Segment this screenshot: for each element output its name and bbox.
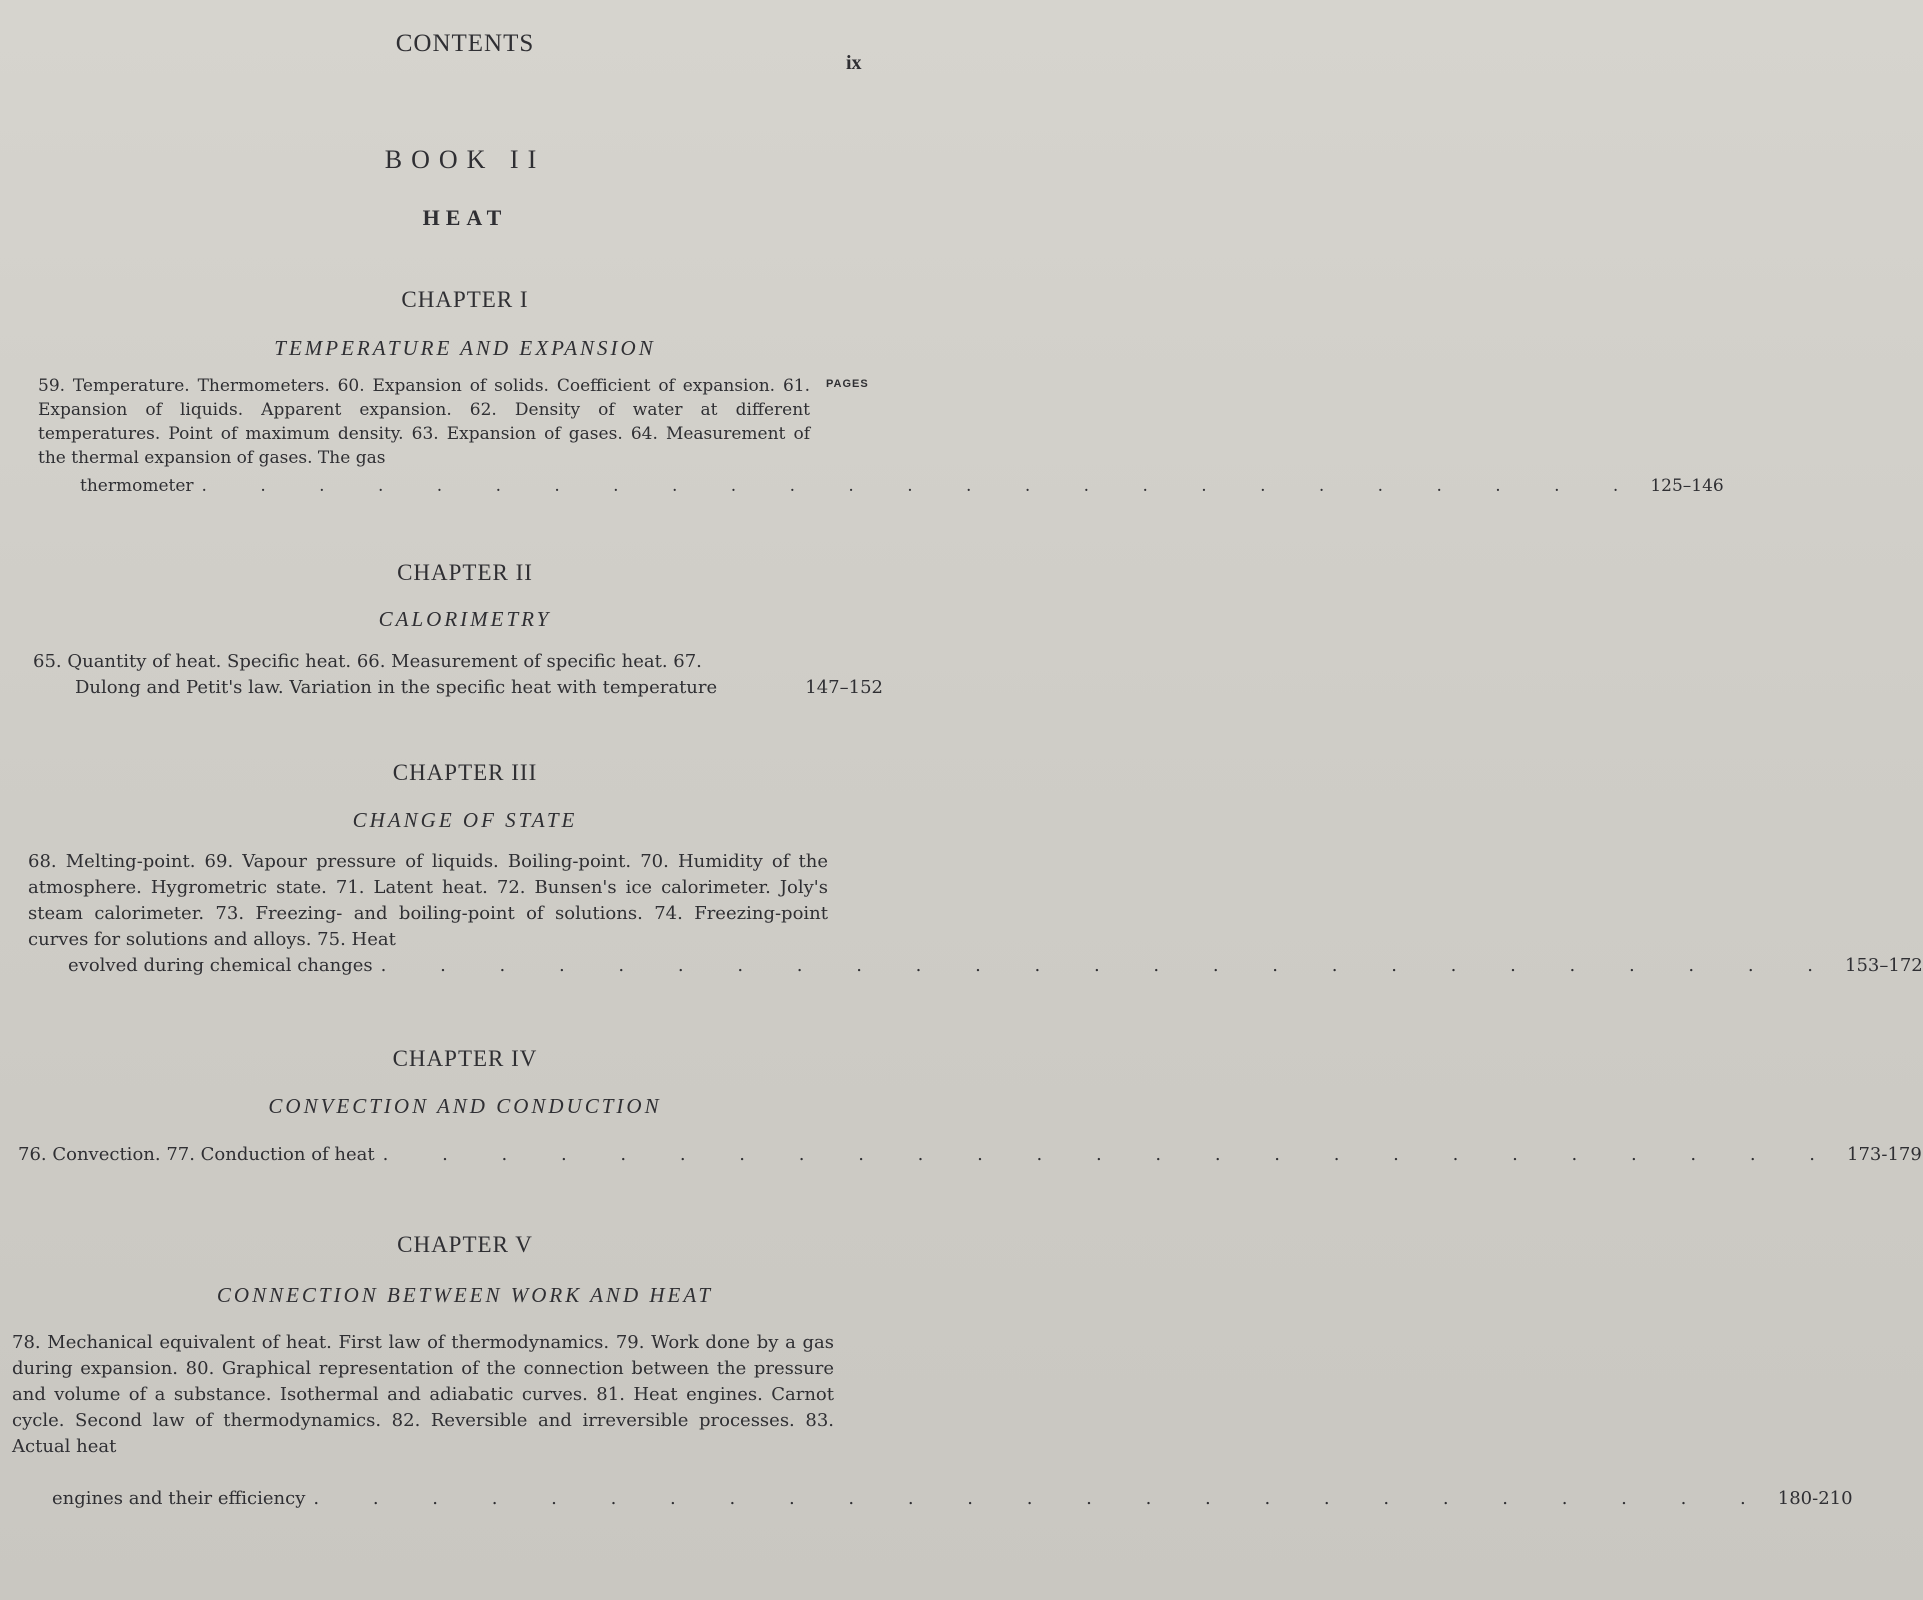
chapter-3-subtitle: CHANGE OF STATE <box>352 808 578 832</box>
book-title: BOOK II <box>384 145 546 174</box>
chapter-5-last-line: engines and their efficiency <box>52 1488 306 1509</box>
chapter-1-last-line: thermometer <box>80 476 194 496</box>
chapter-1-heading: CHAPTER I <box>401 287 529 312</box>
chapter-4-leader-line <box>18 1142 1922 1168</box>
chapter-5-pages: 180-210 <box>1777 1488 1853 1509</box>
chapter-3-heading: CHAPTER III <box>392 760 538 785</box>
dot-leader: . . . . . . . . . . . . . . . . . . . . . . . . . <box>380 955 1838 976</box>
dot-leader: . . . . . . . . . . . . . . . . . . . . . . . . . <box>313 1488 1770 1509</box>
chapter-2-subtitle: CALORIMETRY <box>378 607 552 631</box>
chapter-1-entry-text: 59. Temperature. Thermometers. 60. Expansion of solids. Coefficient of expansion. 61. Expansion of liquids. Apparent expansion. 62. Density of water at different temperatures. Point of maximum density. 63. Expansion of gases. 64. Measurement of the thermal expansion of gases. The gas <box>38 376 810 468</box>
chapter-5-subtitle: CONNECTION BETWEEN WORK AND HEAT <box>216 1283 714 1307</box>
chapter-3-entry-text: 68. Melting-point. 69. Vapour pressure of liquids. Boiling-point. 70. Humidity of the atmosphere. Hygrometric state. 71. Latent heat. 72. Bunsen's ice calorimeter. Joly's steam calorimeter. 73. Freezing- and boiling-point of solutions. 74. Freezing-point curves for solutions and alloys. 75. Heat <box>28 851 828 950</box>
part-title: HEAT <box>422 205 508 230</box>
chapter-2-entry-text: 65. Quantity of heat. Specific heat. 66. Measurement of specific heat. 67. <box>33 651 702 672</box>
chapter-1-leader-line <box>80 474 1724 498</box>
chapter-2-heading: CHAPTER II <box>397 560 533 585</box>
running-head: CONTENTS <box>395 30 535 57</box>
chapter-5-entry-text: 78. Mechanical equivalent of heat. First law of thermodynamics. 79. Work done by a gas during expansion. 80. Graphical representation of the connection between the pressure and volume of a substance. Isothermal and adiabatic curves. 81. Heat engines. Carnot cycle. Second law of thermodynamics. 82. Reversible and irreversible processes. 83. Actual heat <box>12 1332 834 1457</box>
chapter-3-pages: 153–172 <box>1845 955 1923 976</box>
chapter-4-last-line: 76. Convection. 77. Conduction of heat <box>18 1144 375 1165</box>
chapter-1-entry <box>38 374 810 470</box>
chapter-2-pages: 147–152 <box>805 677 883 698</box>
chapter-5-entry <box>12 1330 834 1460</box>
chapter-5-leader-line <box>52 1486 1853 1512</box>
chapter-5-heading: CHAPTER V <box>397 1232 533 1257</box>
chapter-3-last-line: evolved during chemical changes <box>68 955 373 976</box>
chapter-2-leader-line <box>75 675 883 701</box>
dot-leader: . . . . . . . . . . . . . . . . . . . . . . . . . <box>382 1144 1840 1165</box>
chapter-3-entry <box>28 849 828 953</box>
chapter-1-pages: 125–146 <box>1650 476 1724 496</box>
pages-column-label: PAGES <box>826 378 869 390</box>
chapter-3-leader-line <box>68 953 1923 979</box>
chapter-1-subtitle: TEMPERATURE AND EXPANSION <box>274 336 656 360</box>
chapter-4-subtitle: CONVECTION AND CONDUCTION <box>268 1094 662 1118</box>
chapter-2-last-line: Dulong and Petit's law. Variation in the specific heat with temperature <box>75 677 718 698</box>
chapter-2-entry <box>33 649 823 675</box>
chapter-4-heading: CHAPTER IV <box>392 1046 538 1071</box>
chapter-4-pages: 173-179 <box>1847 1144 1922 1165</box>
dot-leader: . . . . . . . . . . . . . . . . . . . . . . . . . <box>201 476 1643 496</box>
page-number: ix <box>846 52 862 74</box>
